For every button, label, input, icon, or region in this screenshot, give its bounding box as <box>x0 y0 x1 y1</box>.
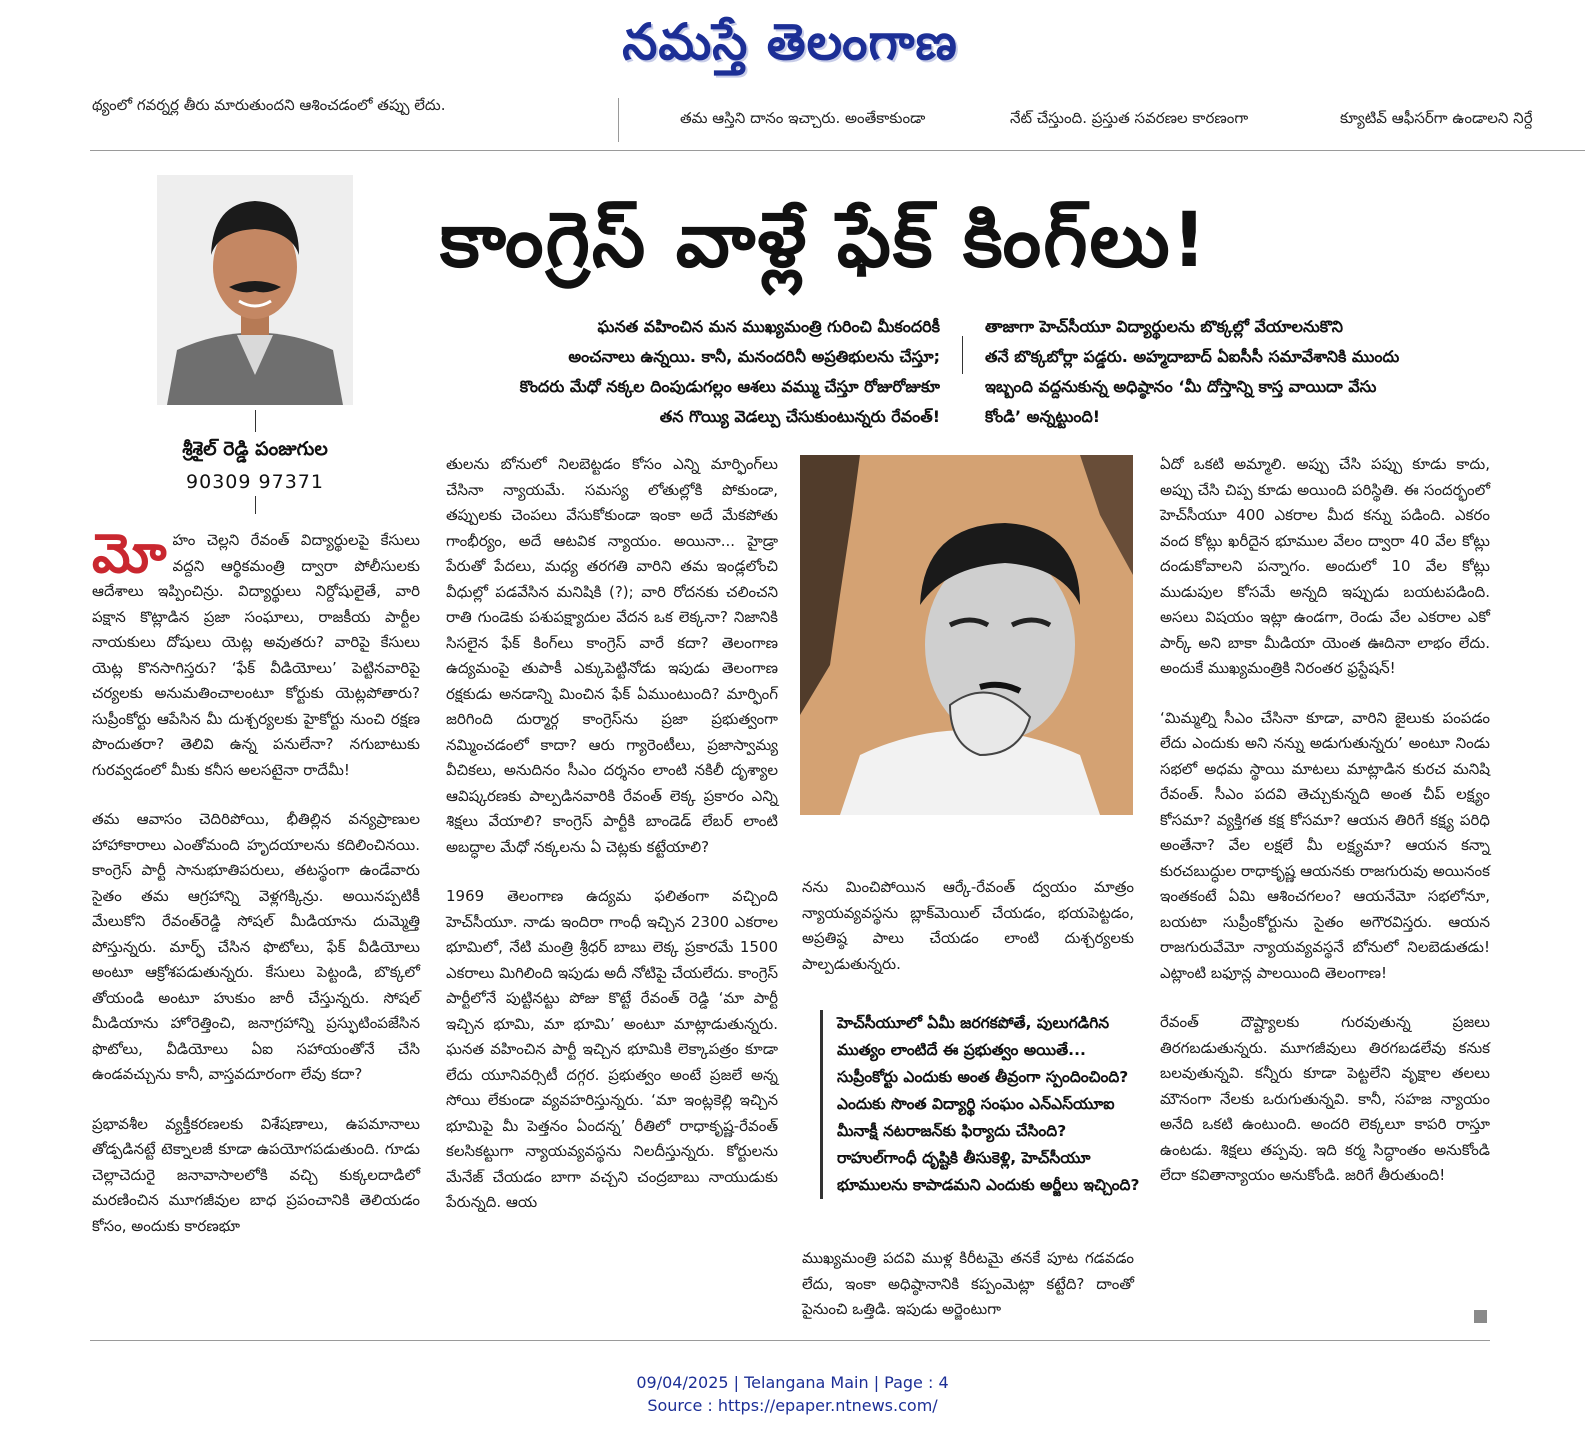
article-column-2 <box>446 452 778 1240</box>
deck-line: తాజాగా హెచ్‌సీయూ విద్యార్థులను బొక్కల్లో వేయాలనుకొని <box>985 317 1343 336</box>
footer-source-link[interactable]: Source : https://epaper.ntnews.com/ <box>647 1396 938 1415</box>
paragraph: ముఖ్యమంత్రి పదవి ముళ్ల కిరీటమై తనకే పూట గడవడం లేదు, ఇంకా అధిష్ఠానానికి కప్పంమెట్లా కట్టేది? దాంతో పైనుంచి ఒత్తిడి. ఇపుడు అర్జెంటుగా <box>802 1249 1134 1318</box>
masthead-logo: నమస్తే తెలంగాణ <box>622 13 958 71</box>
article-column-1 <box>92 522 420 1263</box>
article-column-4 <box>1160 452 1490 1213</box>
adjacent-snippet-2: తమ ఆస్తిని దానం ఇచ్చారు. అంతేకాకుండా <box>680 109 926 127</box>
deck-line: ఇబ్బంది వద్దనుకున్న అధిష్ఠానం ‘మీ దోస్తాన్ని కాస్త వాయిదా వేసు <box>985 377 1377 396</box>
divider <box>618 98 619 142</box>
drop-cap: మో <box>92 522 167 585</box>
deck-line: కొందరు మేధో నక్కల దింపుడుగల్లం ఆశలు వమ్ము చేస్తూ రోజురోజుకూ <box>519 377 940 396</box>
paragraph: తులను బోనులో నిలబెట్టడం కోసం ఎన్ని మార్ఫింగ్‌లు చేసినా న్యాయమే. సమస్య లోతుల్లోకి పోకుండా, తప్పులకు చెంపలు వేసుకోకుండా ఇంకా అదే మేకపోతు గాంభీర్యం, అదే ఆటవిక న్యాయం. అయినా... హైడ్రా పేరుతో పేదలు, మధ్య తరగతి వారిని తమ ఇండ్లలోంచి వీధుల్లో పడవేసిన మనిషికి (?); వారి రోదనకు చలించని రాతి గుండెకు పశుపక్ష్యాదుల వేదన ఒక లెక్కనా? నిజానికి సిసలైన ఫేక్ కింగ్‌లు కాంగ్రెస్ వారే కదా? తెలంగాణ ఉద్యమంపై తుపాకీ ఎక్కుపెట్టినోడు ఇపుడు తెలంగాణ రక్షకుడు అనడాన్ని మించిన ఫేక్ ఏముంటుంది? మార్ఫింగ్ జరిగింది దుర్మార్గ కాంగ్రెస్‌ను ప్రజా ప్రభుత్వంగా నమ్మించడంలో కాదా? ఆరు గ్యారెంటీలు, ప్రజాస్వామ్య వీచికలు, అనుదినం సీఎం దర్శనం లాంటి నకిలీ దృశ్యాల ఆవిష్కరణకు పాల్పడినవారికి రేవంత్ లెక్క ప్రకారం ఎన్ని శిక్షలు వేయాలి? కాంగ్రెస్ పార్టీకి బాండెడ్ లేబర్ లాంటి అబద్ధాల మేధో నక్కలను ఏ చెట్లకు కట్టేయాలి? <box>446 455 778 856</box>
author-name: శ్రీశైల్ రెడ్డి పంజుగుల <box>182 438 328 460</box>
author-photo <box>157 175 353 405</box>
paragraph: ఏదో ఒకటి అమ్మాలి. అప్పు చేసి పప్పు కూడు కాదు, అప్పు చేసి చిప్ప కూడు అయింది పరిస్థితి. ఈ సందర్భంలో హెచ్‌సీయూ 400 ఎకరాల మీద కన్ను పడింది. ఎకరం వంద కోట్లు ఖరీదైన భూముల వేలం ద్వారా 40 వేల కోట్లు దండుకోవాలని పన్నాగం. అందులో 10 వేల కోట్లు ముడుపుల కోసమే అన్నది ఇప్పుడు బయటపడింది. అసలు విషయం ఇట్లా ఉండగా, రెండు వేల ఎకరాల ఎకో పార్క్ అని బాకా మీడియా యెంత ఊదినా లాభం లేదు. అందుకే ముఖ్యమంత్రికి నిరంతర ఫ్రస్టేషన్! <box>1160 455 1490 677</box>
paragraph <box>92 522 420 783</box>
bottom-rule <box>90 1340 1490 1341</box>
article-column-3 <box>802 875 1134 1001</box>
deck-right <box>985 312 1480 432</box>
portrait-illustration <box>800 455 1133 815</box>
paragraph: నను మించిపోయిన ఆర్కే-రేవంత్ ద్వయం మాత్రం న్యాయవ్యవస్థను బ్లాక్‌మెయిల్ చేయడం, భయపెట్టడం, అప్రతిష్ఠ పాలు చేయడం లాంటి దుశ్చర్యలకు పాల్పడుతున్నరు. <box>802 878 1134 973</box>
paragraph: తమ ఆవాసం చెదిరిపోయి, భీతిల్లిన వన్యప్రాణుల హాహాకారాలు ఎంతోమంది హృదయాలను కదిలించినయి. కాంగ్రెస్ పార్టీ సానుభూతిపరులు, తటస్థంగా ఉండేవారు సైతం తమ ఆగ్రహాన్ని వెళ్లగక్కిన్రు. అయినప్పటికీ మేలుకోని రేవంత్‌రెడ్డి సోషల్ మీడియాను దుమ్మెత్తి పోస్తున్నరు. మార్ఫ్ చేసిన ఫొటోలు, ఫేక్ వీడియోలు అంటూ ఆక్రోశపడుతున్నరు. కేసులు పెట్టండి, బొక్కలో తోయండి అంటూ హుకుం జారీ చేస్తున్నరు. సోషల్ మీడియాను హోరెత్తించి, జనాగ్రహాన్ని ప్రస్ఫుటింపజేసిన ఫొటోలు, వీడియోలు ఏఐ సహాయంతోనే చేసి ఉండవచ్చును కానీ, వాస్తవదూరంగా లేవు కదా? <box>92 810 420 1083</box>
article-column-3-continued <box>802 1246 1134 1347</box>
paragraph: 1969 తెలంగాణ ఉద్యమ ఫలితంగా వచ్చింది హెచ్‌సీయూ. నాడు ఇందిరా గాంధీ ఇచ్చిన 2300 ఎకరాల భూమిలో, నేటి మంత్రి శ్రీధర్ బాబు లెక్క ప్రకారమే 1500 ఎకరాలు మిగిలింది ఇపుడు అదీ నోటిపై చేయలేదు. కాంగ్రెస్ పార్టీలోనే పుట్టినట్టు పోజు కొట్టే రేవంత్ రెడ్డి ‘మా పార్టీ ఇచ్చిన భూమి, మా భూమి’ అంటూ మాట్లాడుతున్నరు. ఘనత వహించిన పార్టీ ఇచ్చిన భూమికి లెక్కాపత్రం కూడా లేదు యూనివర్సిటీ దగ్గర. ప్రభుత్వం అంటే ప్రజలే అన్న సోయి లేకుండా వ్యవహరిస్తున్నరు. ‘మా ఇంట్లకెల్లి ఇచ్చిన భూమిపై మీ పెత్తనం ఏందన్న’ రీతిలో రాధాకృష్ణ-రేవంత్ కలసికట్టుగా న్యాయవ్యవస్థను నిలదీస్తున్నరు. కోర్టులను మేనేజ్ చేయడం బాగా వచ్చని చంద్రబాబు నాయుడుకు పేరున్నది. ఆయ <box>446 887 778 1211</box>
byline-tick <box>255 496 256 514</box>
adjacent-snippet-4: క్యూటివ్ ఆఫీసర్‌గా ఉండాలని నిర్దే <box>1340 109 1533 127</box>
headline: కాంగ్రెస్ వాళ్లే ఫేక్ కింగ్‌లు! <box>440 195 1209 284</box>
deck-line: తనే బొక్కబోర్లా పడ్డరు. అహ్మదాబాద్ ఏఐసీసీ సమావేశానికి ముందు <box>985 347 1400 366</box>
end-mark-icon <box>1474 1310 1487 1323</box>
adjacent-snippet-3: నేట్ చేస్తుంది. ప్రస్తుత సవరణల కారణంగా <box>1010 109 1249 127</box>
author-portrait-illustration <box>157 175 353 405</box>
deck-line: తన గొయ్యి వెడల్పు చేసుకుంటున్నరు రేవంత్! <box>659 407 940 426</box>
top-rule <box>90 150 1585 151</box>
author-phone: 90309 97371 <box>186 471 324 493</box>
footer-date-line: 09/04/2025 | Telangana Main | Page : 4 <box>636 1373 949 1392</box>
deck-line: కోండి’ అన్నట్టుంది! <box>985 407 1101 426</box>
paragraph: రేవంత్ దౌష్ట్యాలకు గురవుతున్న ప్రజలు తిరగబడుతున్నరు. మూగజీవులు తిరగబడలేవు కనుక బలవుతున్నవి. కన్నీరు కూడా పెట్టలేని వృక్షాల తలలు మౌనంగా నేలకు ఒరుగుతున్నవి. కానీ, సహజ న్యాయం అనేది ఒకటి ఉంటుంది. అందరి లెక్కలూ కాపరి రాస్తూ ఉంటడు. శిక్షలు తప్పవు. ఇది కర్మ సిద్ధాంతం అనుకోండి లేదా కవితాన్యాయం అనుకోండి. జరిగే తీరుతుంది! <box>1160 1013 1490 1184</box>
pull-quote: హెచ్‌సీయూలో ఏమీ జరగకపోతే, పులుగడిగిన ముత్యం లాంటిదే ఈ ప్రభుత్వం అయితే... సుప్రీంకోర్టు ఎందుకు అంత తీవ్రంగా స్పందించింది? ఎందుకు సొంత విద్యార్థి సంఘం ఎన్ఎస్‌యూఐ మీనాక్షీ నటరాజన్‌కు ఫిర్యాదు చేసింది? రాహుల్‌గాంధీ దృష్టికి తీసుకెళ్లి, హెచ్‌సీయూ భూములను కాపాడమని ఎందుకు అర్జీలు ఇచ్చింది? <box>820 1010 1142 1199</box>
deck-divider <box>962 336 963 374</box>
article-photo <box>800 455 1133 815</box>
deck-line: ఘనత వహించిన మన ముఖ్యమంత్రి గురించి మీకందరికీ <box>597 317 940 336</box>
byline-tick <box>255 410 256 432</box>
paragraph: ప్రభావశీల వ్యక్తీకరణలకు విశేషణాలు, ఉపమానాలు తోడ్పడినట్టే టెక్నాలజీ కూడా ఉపయోగపడుతుంది. గూడు చెల్లాచెదురై జనావాసాలలోకి వచ్చి కుక్కలదాడిలో మరణించిన మూగజీవుల బాధ ప్రపంచానికి తెలియడం కోసం, అందుకు కారణభూ <box>92 1114 420 1235</box>
deck-left <box>445 312 940 432</box>
paragraph-text: హం చెల్లని రేవంత్ విద్యార్థులపై కేసులు వద్దని ఆర్థికమంత్రి ద్వారా పోలీసులకు ఆదేశాలు ఇప్పించిన్రు. విద్యార్థులు నిర్దోషులైతే, వారి పక్షాన కొట్లాడిన ప్రజా సంఘాలు, రాజకీయ పార్టీల నాయకులు దోషులు యెట్ల అవుతరు? వారిపై కేసులు యెట్ల కొనసాగిస్తరు? ‘ఫేక్ వీడియోలు’ పెట్టినవారిపై చర్యలకు అనుమతించాలంటూ కోర్టుకు యెట్లపోతారు? సుప్రీంకోర్టు ఆపేసిన మీ దుశ్చర్యలకు హైకోర్టు నుంచి రక్షణ పొందుతరా? తెలివి ఉన్న పనులేనా? నగుబాటుకు గురవ్వడంలో మీకు కనీస అలసటైనా రాదేమీ! <box>92 531 420 779</box>
adjacent-snippet-1: థ్యంలో గవర్నర్ల తీరు మారుతుందని ఆశించడంలో తప్పు లేదు. <box>92 96 446 114</box>
paragraph: ‘మిమ్మల్ని సీఎం చేసినా కూడా, వారిని జైలుకు పంపడం లేదు ఎందుకు అని నన్ను అడుగుతున్నరు’ అంటూ నిండు సభలో అధమ స్థాయి మాటలు మాట్లాడిన కురచ మనిషి రేవంత్. సీఎం పదవి తెచ్చుకున్నది అంత చీప్ లక్ష్యం కోసమా? వ్యక్తిగత కక్ష కోసమా? ఆయన తిరిగే కక్ష్య పరిధి అంతేనా? వేల లక్షలే మీ లక్ష్యమా? ఆయన కన్నా కురచబుద్ధుల రాధాకృష్ణ ఆయనకు రాజగురువు అయినంక ఇంతకంటే ఏమి ఆశించగలం? ఆయనేమో సభలోనూ, బయటా సుప్రీంకోర్టును సైతం అగౌరవిస్తరు. ఆయన రాజగురువేమో న్యాయవ్యవస్థనే బోనులో నిలబెడుతడు! ఎట్లాంటి బఫూన్ల పాలయింది తెలంగాణ! <box>1160 708 1490 982</box>
deck-line: అంచనాలు ఉన్నయి. కానీ, మనందరినీ అప్రతిభులను చేస్తూ; <box>568 347 940 366</box>
